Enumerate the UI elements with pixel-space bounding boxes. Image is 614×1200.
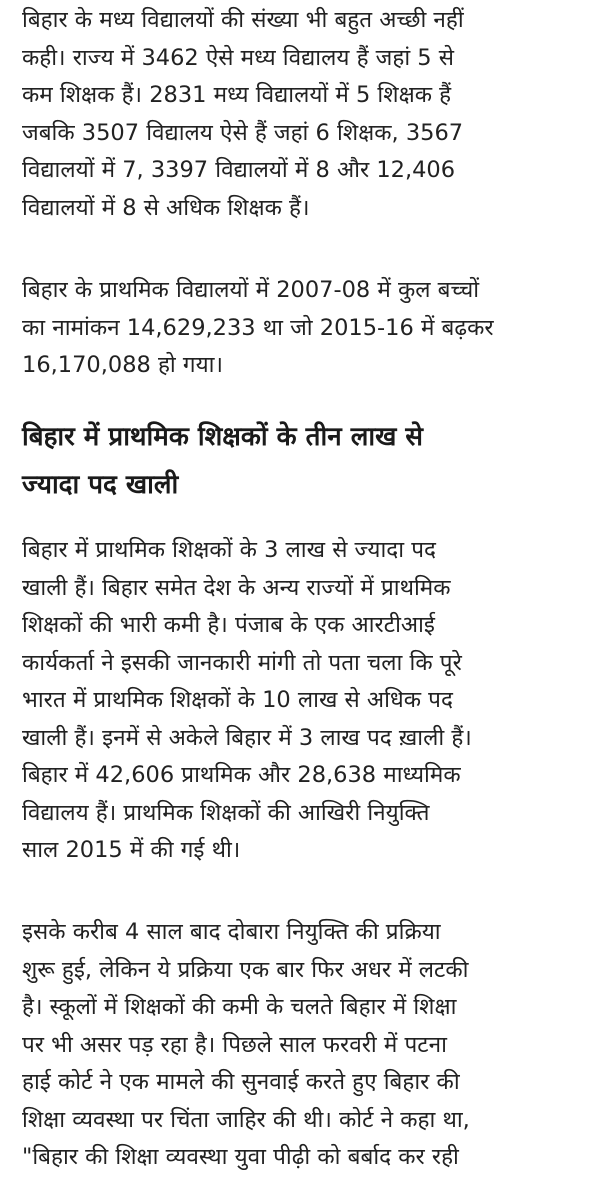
text-line: बिहार के मध्य विद्यालयों की संख्या भी बहुत अच्छी नहीं <box>22 7 464 33</box>
text-line: बिहार में प्राथमिक शिक्षकों के 3 लाख से ज्यादा पद <box>22 537 436 563</box>
text-line: है। स्कूलों में शिक्षकों की कमी के चलते बिहार में शिक्षा <box>22 994 457 1020</box>
text-line: भारत में प्राथमिक शिक्षकों के 10 लाख से अधिक पद <box>22 687 453 713</box>
paragraph-vacancies <box>22 532 472 870</box>
text-line: शुरू हुई, लेकिन ये प्रक्रिया एक बार फिर अधर में लटकी <box>22 956 469 983</box>
text-line: विद्यालयों में 8 से अधिक शिक्षक हैं। <box>22 194 310 221</box>
heading-line: बिहार में प्राथमिक शिक्षकों के तीन लाख से <box>22 422 423 452</box>
text-line: साल 2015 में की गई थी। <box>22 837 241 863</box>
text-line: "बिहार की शिक्षा व्यवस्था युवा पीढ़ी को बर्बाद कर रही <box>22 1144 459 1170</box>
text-line: बिहार के प्राथमिक विद्यालयों में 2007-08 में कुल बच्चों <box>22 277 480 303</box>
text-line: कार्यकर्ता ने इसकी जानकारी मांगी तो पता चला कि पूरे <box>22 649 462 676</box>
text-line: विद्यालयों में 7, 3397 विद्यालयों में 8 और 12,406 <box>22 157 456 183</box>
text-line: शिक्षा व्यवस्था पर चिंता जाहिर की थी। कोर्ट ने कहा था, <box>22 1106 470 1133</box>
paragraph-middle-schools <box>22 2 464 227</box>
text-line: कम शिक्षक हैं। 2831 मध्य विद्यालयों में 5 शिक्षक हैं <box>22 82 452 108</box>
section-heading <box>22 413 423 509</box>
text-line: 16,170,088 हो गया। <box>22 352 223 378</box>
paragraph-recruitment <box>22 914 470 1177</box>
text-line: शिक्षकों की भारी कमी है। पंजाब के एक आरटीआई <box>22 612 435 638</box>
text-line: खाली हैं। इनमें से अकेले बिहार में 3 लाख पद ख़ाली हैं। <box>22 724 472 751</box>
text-line: कही। राज्य में 3462 ऐसे मध्य विद्यालय हैं जहां 5 से <box>22 44 454 71</box>
text-line: हाई कोर्ट ने एक मामले की सुनवाई करते हुए बिहार की <box>22 1069 460 1095</box>
text-line: इसके करीब 4 साल बाद दोबारा नियुक्ति की प्रक्रिया <box>22 919 441 945</box>
text-line: पर भी असर पड़ रहा है। पिछले साल फरवरी में पटना <box>22 1031 447 1058</box>
text-line: खाली हैं। बिहार समेत देश के अन्य राज्यों में प्राथमिक <box>22 574 451 601</box>
text-line: विद्यालय हैं। प्राथमिक शिक्षकों की आखिरी नियुक्ति <box>22 799 430 826</box>
paragraph-enrollment <box>22 272 494 385</box>
text-line: का नामांकन 14,629,233 था जो 2015-16 में बढ़कर <box>22 314 494 341</box>
text-line: जबकि 3507 विद्यालय ऐसे हैं जहां 6 शिक्षक, 3567 <box>22 119 464 146</box>
heading-line: ज्यादा पद खाली <box>22 470 179 500</box>
text-line: बिहार में 42,606 प्राथमिक और 28,638 माध्यमिक <box>22 762 461 788</box>
